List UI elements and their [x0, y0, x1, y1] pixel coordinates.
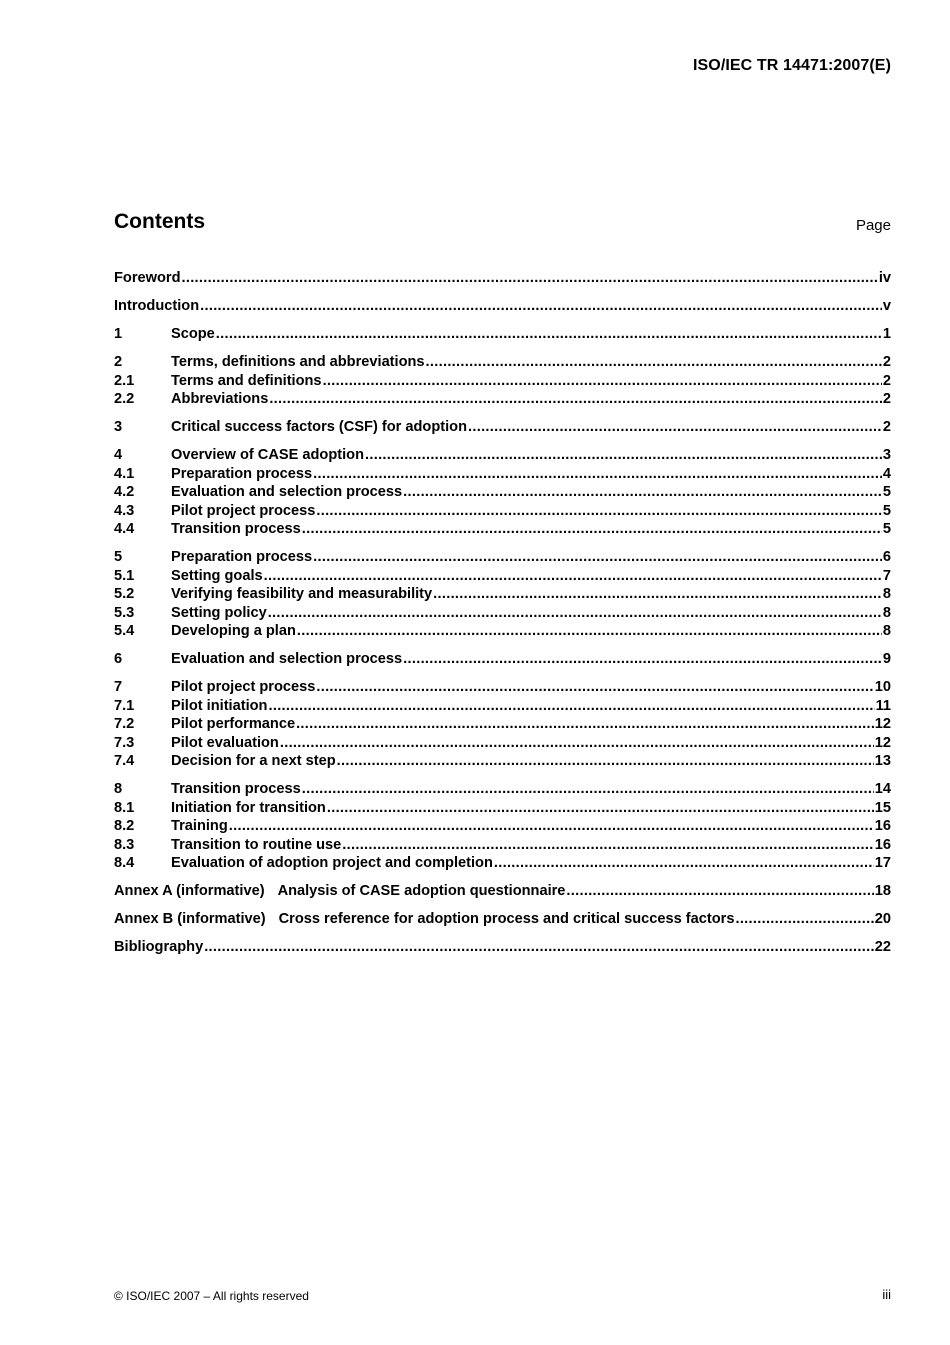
toc-dot-leader	[365, 447, 882, 463]
toc-entry[interactable]	[114, 911, 891, 930]
toc-page-number: 5	[882, 484, 891, 500]
toc-dot-leader	[468, 419, 882, 435]
toc-entry[interactable]	[114, 298, 891, 317]
toc-section-number: 4	[114, 447, 123, 463]
toc-section-number: 5.1	[114, 567, 135, 584]
toc-section-number: 8.4	[114, 855, 135, 871]
toc-annex-label: Annex A (informative)	[114, 883, 265, 899]
toc-entry[interactable]	[114, 568, 891, 587]
toc-entry-title: Cross reference for adoption process and critical success factors	[278, 911, 735, 927]
toc-section-number: 2	[114, 354, 123, 370]
toc-section-number: 4.3	[114, 502, 135, 519]
toc-entry-title: Setting policy	[171, 604, 267, 621]
toc-page-number: 4	[882, 465, 891, 482]
toc-page-number: 10	[874, 679, 891, 695]
toc-entry[interactable]	[114, 549, 891, 568]
toc-entry-title: Preparation process	[171, 549, 313, 565]
toc-entry-title: Abbreviations	[171, 391, 269, 407]
toc-page-number: 8	[882, 604, 891, 621]
toc-entry-title: Transition process	[171, 521, 301, 537]
toc-page-number: 1	[882, 326, 891, 342]
toc-entry[interactable]	[114, 391, 891, 410]
toc-entry-title: Pilot initiation	[171, 697, 268, 714]
toc-entry-title: Overview of CASE adoption	[171, 447, 364, 463]
toc-entry[interactable]	[114, 837, 891, 856]
toc-section-number: 4.4	[114, 521, 135, 537]
toc-entry[interactable]	[114, 679, 891, 698]
toc-page-number: 5	[882, 521, 891, 537]
toc-page-number: 9	[882, 651, 891, 667]
toc-dot-leader	[268, 698, 874, 714]
toc-dot-leader	[426, 354, 882, 370]
page-column-label: Page	[855, 217, 891, 234]
toc-dot-leader	[302, 781, 874, 797]
toc-entry[interactable]	[114, 326, 891, 345]
toc-dot-leader	[403, 651, 882, 667]
toc-section-number: 5.3	[114, 604, 135, 621]
toc-page-number: 5	[882, 502, 891, 519]
toc-dot-leader	[313, 549, 882, 565]
toc-entry-title: Developing a plan	[171, 623, 296, 639]
toc-dot-leader	[269, 391, 882, 407]
toc-page-number: 11	[875, 697, 891, 714]
toc-dot-leader	[342, 837, 873, 853]
toc-annex-label: Annex B (informative)	[114, 911, 266, 927]
toc-entry-title: Decision for a next step	[171, 753, 336, 769]
toc-entry[interactable]	[114, 781, 891, 800]
toc-dot-leader	[494, 855, 874, 871]
toc-dot-leader	[433, 586, 882, 602]
toc-entry-title: Introduction	[114, 298, 200, 314]
toc-section-number: 4.2	[114, 484, 135, 500]
toc-section-number: 4.1	[114, 465, 135, 482]
toc-section-number: 8.2	[114, 818, 135, 834]
toc-entry-title: Setting goals	[171, 567, 263, 584]
toc-section-number: 2.2	[114, 391, 135, 407]
toc-entry-title: Preparation process	[171, 465, 313, 482]
toc-page-number: 12	[874, 734, 891, 751]
toc-dot-leader	[264, 568, 882, 584]
toc-dot-leader	[229, 818, 874, 834]
toc-dot-leader	[268, 605, 882, 621]
toc-dot-leader	[280, 735, 874, 751]
toc-entry[interactable]	[114, 623, 891, 642]
footer-page-number: iii	[882, 1287, 891, 1302]
toc-page-number: 7	[882, 567, 891, 584]
toc-entry[interactable]	[114, 586, 891, 605]
toc-section-number: 2.1	[114, 372, 135, 389]
document-identifier: ISO/IEC TR 14471:2007(E)	[692, 57, 891, 74]
toc-dot-leader	[337, 753, 874, 769]
toc-entry[interactable]	[114, 651, 891, 670]
table-of-contents	[114, 270, 891, 958]
toc-dot-leader	[181, 270, 877, 286]
toc-dot-leader	[297, 623, 882, 639]
toc-section-number: 3	[114, 419, 123, 435]
toc-dot-leader	[735, 911, 873, 927]
toc-page-number: 22	[874, 939, 891, 955]
toc-entry[interactable]	[114, 447, 891, 466]
toc-entry-title: Terms and definitions	[171, 372, 322, 389]
toc-section-number: 5	[114, 549, 123, 565]
footer-copyright: © ISO/IEC 2007 – All rights reserved	[114, 1289, 309, 1303]
toc-dot-leader	[313, 466, 882, 482]
toc-page-number: 3	[882, 447, 891, 463]
toc-dot-leader	[403, 484, 882, 500]
toc-dot-leader	[316, 503, 882, 519]
toc-section-number: 1	[114, 326, 123, 342]
toc-page-number: 12	[874, 716, 891, 732]
toc-entry-title: Bibliography	[114, 939, 204, 955]
toc-entry-title: Verifying feasibility and measurability	[171, 586, 433, 602]
toc-entry-title: Terms, definitions and abbreviations	[171, 354, 425, 370]
toc-entry-title: Pilot project process	[171, 679, 316, 695]
toc-entry[interactable]	[114, 419, 891, 438]
toc-entry-title: Transition to routine use	[171, 836, 342, 853]
toc-section-number: 5.4	[114, 623, 135, 639]
toc-entry[interactable]	[114, 605, 891, 624]
toc-section-number: 6	[114, 651, 123, 667]
toc-section-number: 5.2	[114, 586, 135, 602]
toc-section-number: 8	[114, 781, 123, 797]
toc-dot-leader	[323, 373, 882, 389]
toc-page-number: 18	[874, 883, 891, 899]
toc-page-number: 2	[882, 391, 891, 407]
toc-page-number: 16	[874, 818, 891, 834]
toc-entry[interactable]	[114, 753, 891, 772]
toc-page-number: 2	[882, 354, 891, 370]
toc-section-number: 7.4	[114, 753, 135, 769]
toc-entry[interactable]	[114, 855, 891, 874]
toc-entry-title: Pilot evaluation	[171, 734, 279, 751]
toc-entry[interactable]	[114, 818, 891, 837]
toc-page-number: 2	[882, 372, 891, 389]
toc-section-number: 8.3	[114, 836, 135, 853]
toc-entry-title: Pilot project process	[171, 502, 316, 519]
toc-entry[interactable]	[114, 698, 891, 717]
toc-entry[interactable]	[114, 735, 891, 754]
toc-entry-title: Evaluation and selection process	[171, 484, 403, 500]
toc-entry[interactable]	[114, 484, 891, 503]
toc-entry-title: Critical success factors (CSF) for adoption	[171, 419, 467, 435]
toc-entry-title: Training	[171, 818, 228, 834]
toc-page-number: 13	[874, 753, 891, 769]
toc-section-number: 7.1	[114, 697, 135, 714]
toc-entry-title: Analysis of CASE adoption questionnaire	[277, 883, 566, 899]
toc-page-number: iv	[878, 270, 891, 286]
toc-entry-title: Evaluation of adoption project and completion	[171, 855, 493, 871]
toc-page-number: 8	[882, 586, 891, 602]
toc-page-number: 17	[874, 855, 891, 871]
toc-entry[interactable]	[114, 800, 891, 819]
toc-dot-leader	[302, 521, 882, 537]
toc-section-number: 7	[114, 679, 123, 695]
toc-dot-leader	[204, 939, 874, 955]
toc-page-number: 2	[882, 419, 891, 435]
toc-section-number: 7.3	[114, 734, 135, 751]
toc-entry[interactable]	[114, 373, 891, 392]
toc-dot-leader	[566, 883, 873, 899]
toc-entry-title: Initiation for transition	[171, 799, 326, 816]
toc-dot-leader	[216, 326, 882, 342]
toc-page-number: 15	[874, 799, 891, 816]
toc-entry[interactable]	[114, 466, 891, 485]
toc-section-number: 8.1	[114, 799, 135, 816]
toc-entry[interactable]	[114, 521, 891, 540]
toc-entry[interactable]	[114, 503, 891, 522]
contents-heading: Contents	[114, 210, 205, 233]
toc-page-number: 14	[874, 781, 891, 797]
toc-entry[interactable]	[114, 354, 891, 373]
toc-entry-title: Foreword	[114, 270, 181, 286]
toc-entry[interactable]	[114, 716, 891, 735]
toc-section-number: 7.2	[114, 716, 135, 732]
toc-dot-leader	[316, 679, 873, 695]
toc-page-number: v	[882, 298, 891, 314]
toc-page-number: 20	[874, 911, 891, 927]
toc-dot-leader	[327, 800, 874, 816]
toc-page-number: 16	[874, 836, 891, 853]
toc-entry[interactable]	[114, 270, 891, 289]
toc-dot-leader	[200, 298, 882, 314]
toc-page-number: 8	[882, 623, 891, 639]
toc-entry[interactable]	[114, 883, 891, 902]
toc-entry[interactable]	[114, 939, 891, 958]
toc-entry-title: Transition process	[171, 781, 301, 797]
toc-page-number: 6	[882, 549, 891, 565]
toc-entry-title: Scope	[171, 326, 215, 342]
toc-dot-leader	[296, 716, 874, 732]
toc-entry-title: Evaluation and selection process	[171, 651, 403, 667]
toc-entry-title: Pilot performance	[171, 716, 296, 732]
